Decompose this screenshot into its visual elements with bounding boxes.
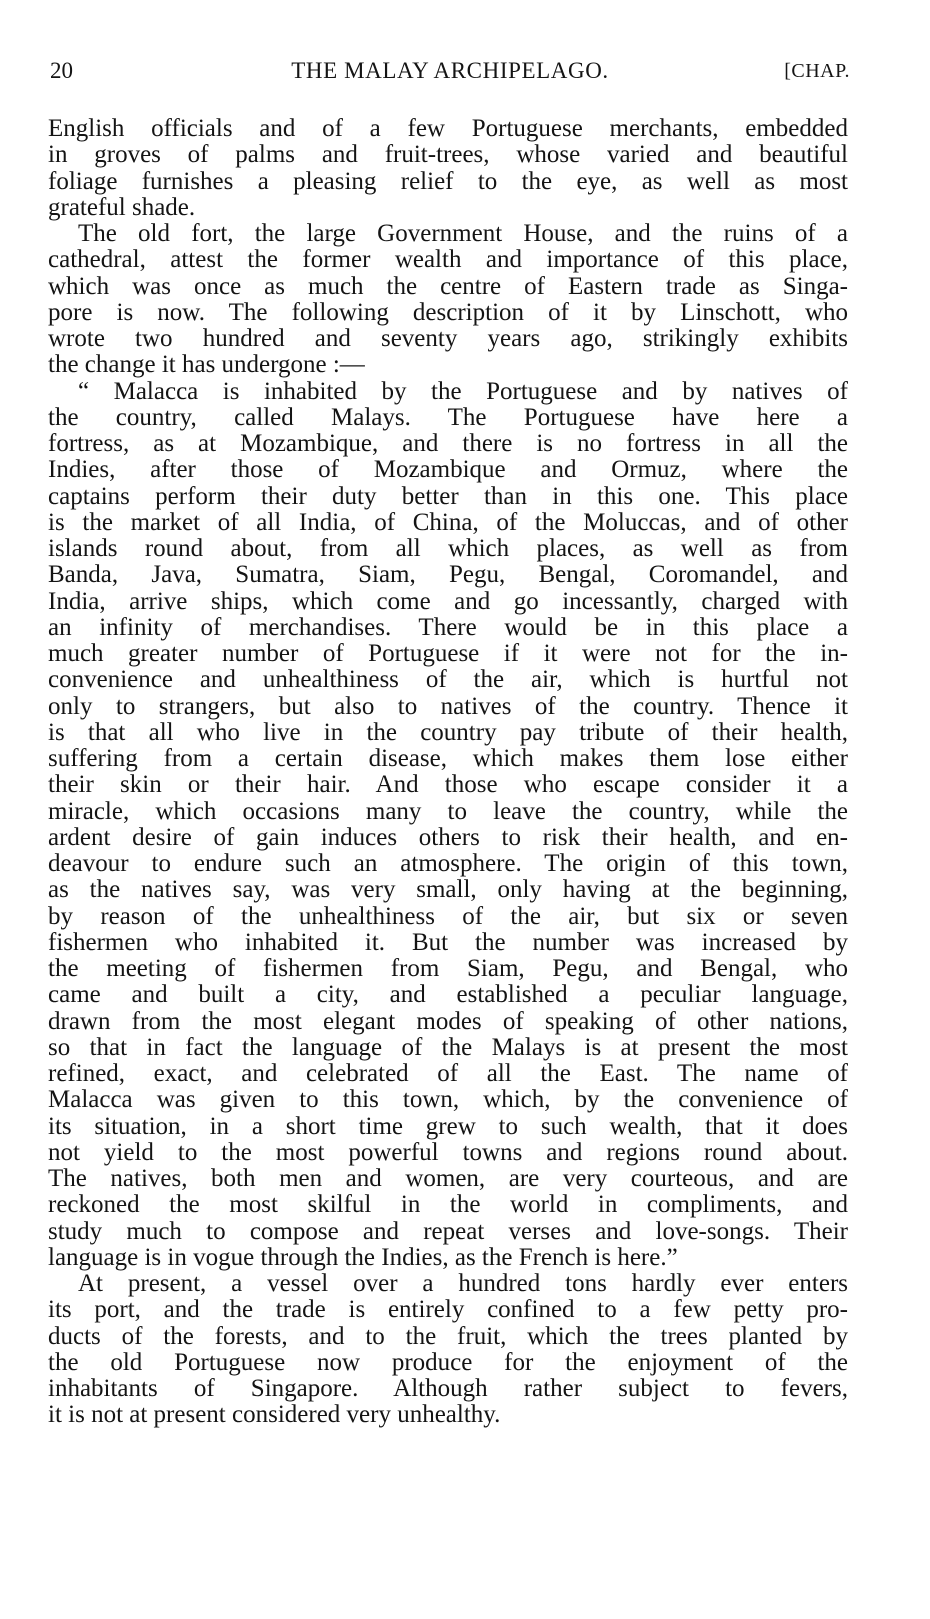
text-line: islands round about, from all which places, as well as from bbox=[48, 536, 848, 562]
text-line: as the natives say, was very small, only having at the beginning, bbox=[48, 877, 848, 904]
text-line: miracle, which occasions many to leave the country, while the bbox=[48, 798, 848, 825]
text-line: English officials and of a few Portuguese merchants, embedded bbox=[48, 116, 848, 142]
text-line: grateful shade. bbox=[48, 194, 196, 221]
text-line: At present, a vessel over a hundred tons hardly ever enters bbox=[78, 1271, 848, 1297]
text-line: cathedral, attest the former wealth and importance of this place, bbox=[48, 247, 848, 274]
text-line: ducts of the forests, and to the fruit, which the trees planted by bbox=[48, 1323, 848, 1350]
text-line: refined, exact, and celebrated of all the East. The name of bbox=[48, 1061, 848, 1087]
text-line: the meeting of fishermen from Siam, Pegu, and Bengal, who bbox=[48, 956, 848, 982]
text-line: came and built a city, and established a peculiar language, bbox=[48, 982, 848, 1009]
text-line: captains perform their duty better than in this one. This place bbox=[48, 483, 848, 510]
page-number: 20 bbox=[50, 58, 73, 83]
text-line: “ Malacca is inhabited by the Portuguese and by natives of bbox=[78, 378, 848, 405]
text-line: their skin or their hair. And those who escape consider it a bbox=[48, 772, 848, 799]
text-line: by reason of the unhealthiness of the air, but six or seven bbox=[48, 903, 848, 930]
text-line: only to strangers, but also to natives of the country. Thence it bbox=[48, 693, 848, 720]
text-line: the change it has undergone :— bbox=[48, 352, 365, 379]
text-line: its situation, in a short time grew to such wealth, that it does bbox=[48, 1113, 848, 1140]
text-line: India, arrive ships, which come and go incessantly, charged with bbox=[48, 588, 848, 615]
chapter-mark: [CHAP. bbox=[784, 60, 850, 82]
text-line: it is not at present considered very unhealthy. bbox=[48, 1402, 501, 1429]
text-line: fishermen who inhabited it. But the number was increased by bbox=[48, 929, 848, 956]
text-line: suffering from a certain disease, which makes them lose either bbox=[48, 746, 848, 772]
text-line: in groves of palms and fruit-trees, whose varied and beautiful bbox=[48, 142, 848, 169]
text-line: fortress, as at Mozambique, and there is no fortress in all the bbox=[48, 431, 848, 457]
text-line: its port, and the trade is entirely confined to a few petty pro- bbox=[48, 1297, 848, 1324]
text-line: convenience and unhealthiness of the air, which is hurtful not bbox=[48, 667, 848, 694]
text-line: is that all who live in the country pay tribute of their health, bbox=[48, 719, 848, 746]
text-line: not yield to the most powerful towns and regions round about. bbox=[48, 1139, 848, 1166]
text-line: ardent desire of gain induces others to risk their health, and en- bbox=[48, 824, 848, 851]
text-line: the old Portuguese now produce for the enjoyment of the bbox=[48, 1349, 848, 1376]
text-line: The natives, both men and women, are very courteous, and are bbox=[48, 1166, 848, 1192]
text-line: which was once as much the centre of Eastern trade as Singa- bbox=[48, 273, 848, 300]
text-line: inhabitants of Singapore. Although rather subject to fevers, bbox=[48, 1376, 848, 1402]
text-line: an infinity of merchandises. There would be in this place a bbox=[48, 614, 848, 641]
text-line: Indies, after those of Mozambique and Ormuz, where the bbox=[48, 457, 848, 484]
text-line: Malacca was given to this town, which, by the convenience of bbox=[48, 1087, 848, 1114]
text-line: deavour to endure such an atmosphere. The origin of this town, bbox=[48, 851, 848, 877]
text-line: much greater number of Portuguese if it were not for the in- bbox=[48, 641, 848, 667]
text-line: wrote two hundred and seventy years ago, strikingly exhibits bbox=[48, 326, 848, 352]
text-line: reckoned the most skilful in the world in compliments, and bbox=[48, 1192, 848, 1219]
running-title: THE MALAY ARCHIPELAGO. bbox=[291, 58, 609, 83]
text-line: foliage furnishes a pleasing relief to the eye, as well as most bbox=[48, 168, 848, 195]
text-line: is the market of all India, of China, of the Moluccas, and of other bbox=[48, 509, 848, 536]
page-header bbox=[50, 56, 850, 86]
text-line: The old fort, the large Government House, and the ruins of a bbox=[78, 221, 848, 247]
text-line: pore is now. The following description of it by Linschott, who bbox=[48, 299, 848, 326]
text-line: study much to compose and repeat verses and love-songs. Their bbox=[48, 1218, 848, 1245]
text-line: language is in vogue through the Indies, as the French is here.” bbox=[48, 1244, 678, 1271]
text-line: Banda, Java, Sumatra, Siam, Pegu, Bengal, Coromandel, and bbox=[48, 562, 848, 589]
text-line: so that in fact the language of the Malays is at present the most bbox=[48, 1034, 848, 1061]
text-line: drawn from the most elegant modes of speaking of other nations, bbox=[48, 1008, 848, 1035]
body-text bbox=[48, 116, 848, 1429]
text-line: the country, called Malays. The Portuguese have here a bbox=[48, 404, 848, 431]
